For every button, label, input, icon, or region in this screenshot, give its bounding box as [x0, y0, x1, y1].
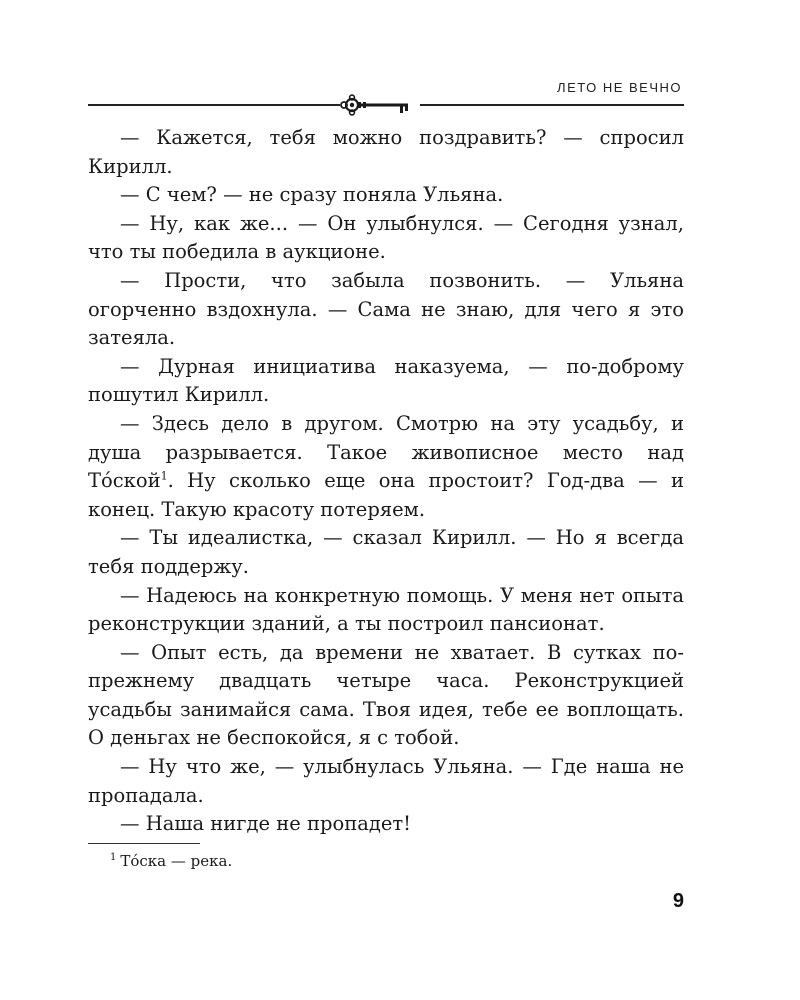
- body-text: [88, 124, 684, 839]
- footnote-text: Тóска — река.: [120, 852, 233, 870]
- paragraph: — Надеюсь на конкретную помощь. У меня нет опыта реконструкции зданий, а ты построил пансионат.: [88, 583, 684, 636]
- paragraph: — Ну что же, — улыбнулась Ульяна. — Где наша не пропадала.: [88, 755, 684, 807]
- key-icon: [340, 94, 420, 116]
- footnote-reference[interactable]: 1: [160, 469, 168, 483]
- running-head: ЛЕТО НЕ ВЕЧНО: [557, 80, 682, 95]
- paragraph-text: — Здесь дело в другом. Смотрю на эту усадьбу, и душа разрывается. Такое живописное место над Тóской: [88, 411, 684, 493]
- paragraph: — Кажется, тебя можно поздравить? — спросил Кирилл.: [88, 126, 684, 178]
- paragraph-with-footnote: [88, 410, 684, 524]
- footnote: [110, 852, 232, 870]
- paragraph-text: . Ну сколько еще она простоит? Год-два — и конец. Такую красоту потеряем.: [88, 469, 684, 521]
- paragraph: — Дурная инициатива наказуема, — по-доброму пошутил Кирилл.: [88, 354, 684, 407]
- paragraph: — Наша нигде не пропадет!: [120, 812, 411, 836]
- footnote-rule: [88, 843, 200, 844]
- paragraph: — Ты идеалистка, — сказал Кирилл. — Но я всегда тебя поддержу.: [88, 526, 684, 578]
- page-number: 9: [672, 890, 684, 912]
- footnote-marker: 1: [110, 852, 117, 863]
- paragraph: — Прости, что забыла позвонить. — Ульяна огорченно вздохнула. — Сама не знаю, для чего я это затеяла.: [88, 268, 684, 350]
- paragraph: — Ну, как же... — Он улыбнулся. — Сегодня узнал, что ты победила в аукционе.: [88, 211, 684, 264]
- paragraph: — Опыт есть, да времени не хватает. В сутках по-прежнему двадцать четыре часа. Реконструкцией усадьбы занимайся сама. Твоя идея, тебе ее воплощать. О деньгах не беспокойся, я с тобой.: [88, 640, 684, 750]
- paragraph: — С чем? — не сразу поняла Ульяна.: [120, 183, 504, 207]
